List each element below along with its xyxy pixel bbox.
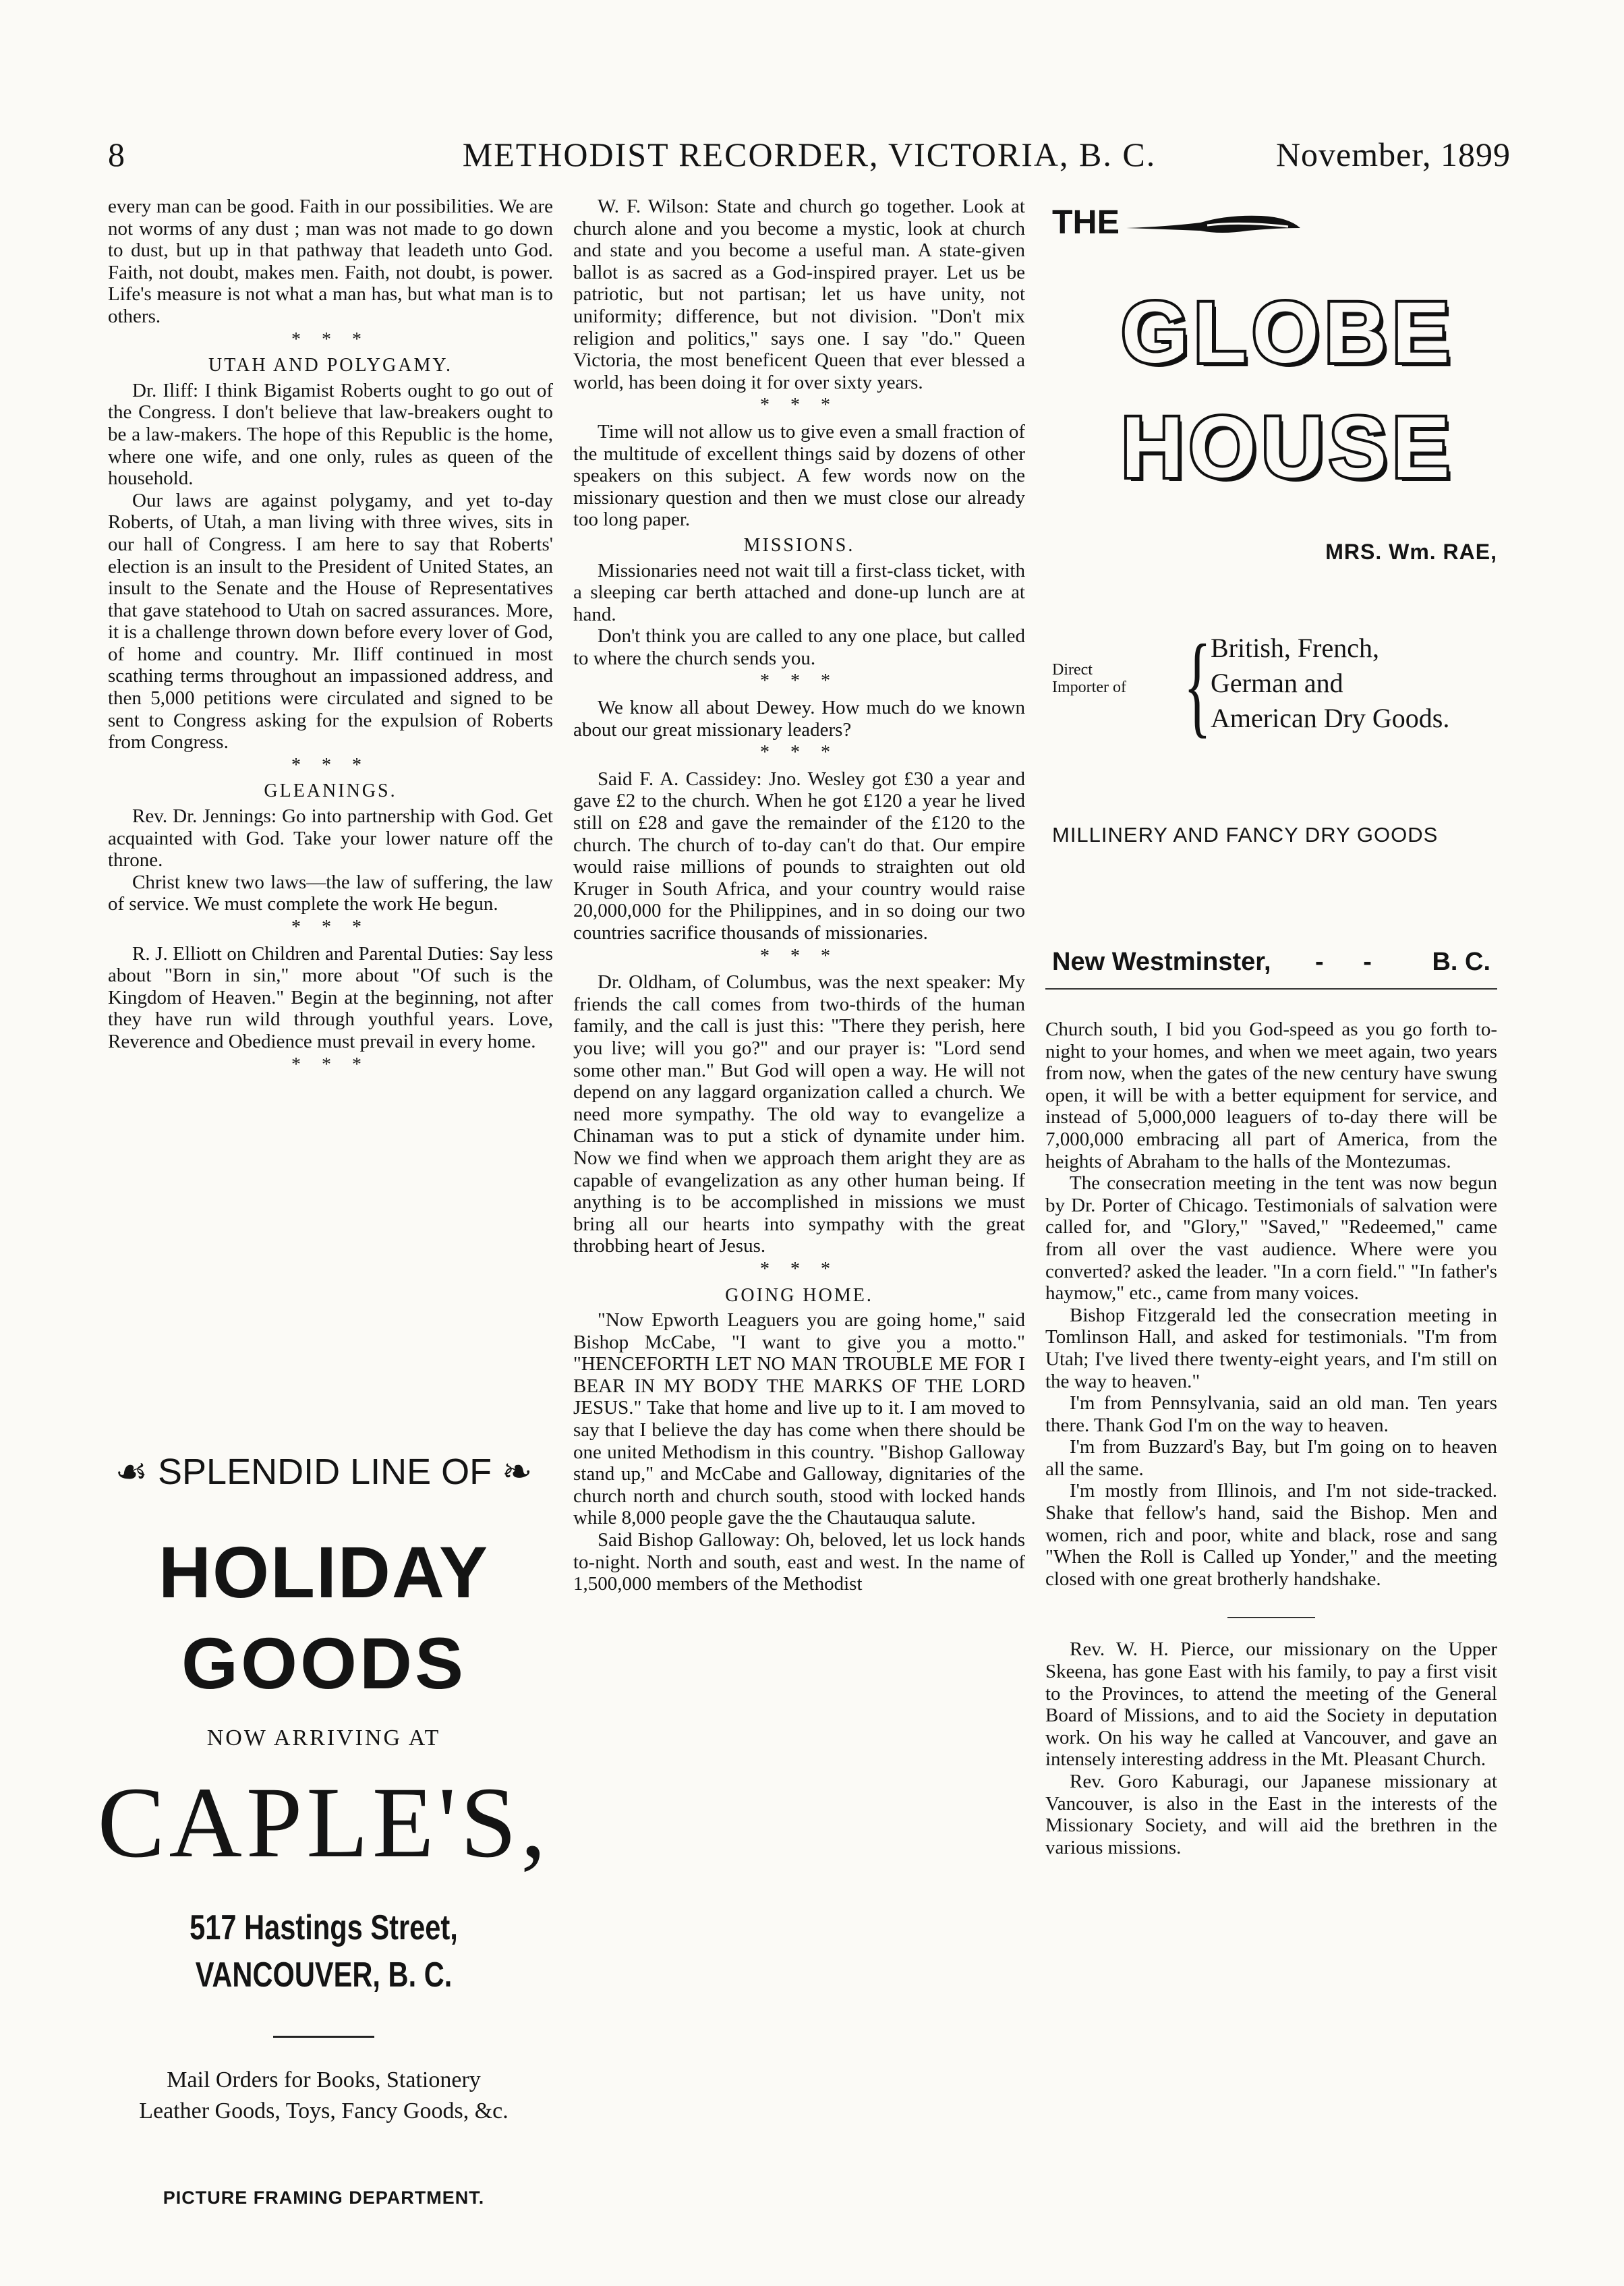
section-divider: * * * [760,742,838,764]
column-2 [573,196,1025,2260]
section-divider: * * * [291,1054,370,1075]
paragraph: Church south, I bid you God-speed as you go forth to-night to your homes, and when we meet again, two years from now, when the gates of the new century have swung open, it will be with a better equipment for service, and instead of 5,000,000 leaguers of to-day there will be 7,000,000 embracing all part of America, from the heights of Abraham to the halls of the Montezumas. [1045,1019,1497,1172]
paragraph: Dr. Iliff: I think Bigamist Roberts ought to go out of the Congress. I don't believe that law-breakers ought to be a law-makers. The hope of this Republic is the home, where one wife, and one only, rules as queen of the household. [108,379,553,490]
ad-street-address: 517 Hastings Street, [190,1908,458,1947]
ad-holiday-heading: HOLIDAY [158,1531,490,1613]
ad-direct-importer [1052,661,1126,696]
section-divider: * * * [291,328,370,350]
paragraph: I'm mostly from Illinois, and I'm not side-tracked. Shake that fellow's hand, said the Bishop. Men and women, rich and poor, white and black, rose and sang "When the Roll is Called up Yonder," and the meeting closed with one great brotherly handshake. [1045,1480,1497,1590]
ad-house-word: HOUSE [1121,399,1455,496]
brace-ornament: { [1184,621,1211,748]
ad-province: B. C. [1432,948,1490,976]
paragraph: Dr. Oldham, of Columbus, was the next speaker: My friends the call comes from two-thirds of the human family, and the call is just this: "There they perish, here you live; will you go?" and our prayer is: "Lord send some other man." But God will open a way. He will not depend on any laggard organization called a church. We need more sympathy. The old way to evangelize a Chinaman was to put a stick of dynamite under him. Now we find when we approach them aright they are as capable of evangelization as any other human being. If anything is to be accomplished in missions we must bring all our hearts into sympathy with the great throbbing heart of Jesus. [573,971,1025,1257]
ad-proprietor: MRS. Wm. RAE, [1325,540,1497,564]
page-header [108,135,1511,182]
page-number: 8 [108,136,125,173]
ad-goods-line-2: German and [1211,668,1343,698]
paragraph: W. F. Wilson: State and church go together. Look at church alone and you become a mystic, look at church and state and you become a useful man. A state-given ballot is as sacred as a God-inspired prayer. Let us be patriotic, but not partisan; let us have unity, not uniformity; difference, but not division. "Don't mix religion and politics," says one. I say "do." Queen Victoria, the most beneficent Queen that ever blessed a world, has been doing it for over sixty years. [573,196,1025,393]
paragraph: Don't think you are called to any one place, but called to where the church sends you. [573,625,1025,669]
ad-mail-orders-line-1: Mail Orders for Books, Stationery [167,2067,481,2092]
ad-splendid-line: ☙ SPLENDID LINE OF ❧ [115,1452,533,1492]
paragraph: Bishop Fitzgerald led the consecration meeting in Tomlinson Hall, and asked for testimonials. "I'm from Utah; I've lived there twenty-eight years, and I'm still on the way to heaven." [1045,1304,1497,1392]
paragraph: We know all about Dewey. How much do we known about our great missionary leaders? [573,697,1025,741]
ad-dashes: - - [1315,948,1388,976]
paragraph: R. J. Elliott on Children and Parental Duties: Say less about "Born in sin," more about "Of such is the Kingdom of Heaven." Begin at the beginning, not after they have run wild through youthful years. Love, Reverence and Obedience must prevail in every home. [108,942,553,1052]
section-divider: * * * [291,917,370,938]
newspaper-title: METHODIST RECORDER, VICTORIA, B. C. [462,136,1157,173]
paragraph: I'm from Pennsylvania, said an old man. Ten years there. Thank God I'm on the way to heaven. [1045,1392,1497,1436]
caples-advertisement [81,1430,567,2253]
section-heading-gleanings: GLEANINGS. [264,780,397,802]
paragraph: Rev. Dr. Jennings: Go into partnership with God. Get acquainted with God. Take your lower nature off the throne. [108,805,553,871]
section-divider: * * * [760,395,838,416]
section-heading-missions: MISSIONS. [743,534,855,556]
ad-direct-line-2: Importer of [1052,679,1126,696]
section-divider: * * * [760,670,838,692]
ad-globe-word: GLOBE [1121,285,1455,381]
ad-divider [273,2036,374,2038]
quill-ornament-icon [1126,208,1302,248]
ad-goods-line-3: American Dry Goods. [1211,703,1450,733]
ad-goods-heading: GOODS [181,1622,467,1704]
section-divider: * * * [760,945,838,967]
ad-mail-orders-line-2: Leather Goods, Toys, Fancy Goods, &c. [139,2098,509,2123]
section-heading-going-home: GOING HOME. [725,1284,873,1306]
ad-picture-framing: PICTURE FRAMING DEPARTMENT. [163,2188,485,2208]
section-heading-utah: UTAH AND POLYGAMY. [208,355,453,376]
column-divider [1227,1617,1315,1618]
ad-the: THE [1052,203,1120,241]
paragraph: Time will not allow us to give even a small fraction of the multitude of excellent things said by dozens of other speakers on this subject. A few words now on the missionary question and then we must close our already too long paper. [573,420,1025,531]
paragraph: Rev. W. H. Pierce, our missionary on the Upper Skeena, has gone East with his family, to pay a first visit to the Provinces, to attend the meeting of the General Board of Missions, and to aid the Society in deputation work. On his way he called at Vancouver, and gave an intensely interesting address in the Mt. Pleasant Church. [1045,1638,1497,1771]
ad-goods-line-1: British, French, [1211,633,1379,663]
ad-arriving-text: NOW ARRIVING AT [206,1725,441,1750]
globe-house-advertisement [1045,196,1497,985]
paragraph: The consecration meeting in the tent was now begun by Dr. Porter of Chicago. Testimonials of salvation were called for, and "Glory," "Saved," "Redeemed," came from all over the vast audience. Where were you converted? asked the leader. "In a corn field." "In father's haymow," etc., came from many voices. [1045,1172,1497,1305]
ad-direct-line-1: Direct [1052,661,1093,679]
paragraph: Said Bishop Galloway: Oh, beloved, let us lock hands to-night. North and south, east and west. In the name of 1,500,000 members of the Methodist [573,1529,1025,1595]
paragraph: "Now Epworth Leaguers you are going home," said Bishop McCabe, "I want to give you a motto." "HENCEFORTH LET NO MAN TROUBLE ME FOR I BEAR IN MY BODY THE MARKS OF THE LORD JESUS." Take that home and live up to it. I am moved to say that I believe the day has come when there should be one united Methodism in this country. "Bishop Galloway stand up," and McCabe and Galloway, dignitaries of the church north and church south, stood with locked hands while 8,000 people gave the the Chautauqua salute. [573,1309,1025,1529]
section-divider: * * * [760,1258,838,1280]
ad-millinery: MILLINERY AND FANCY DRY GOODS [1052,823,1439,847]
paragraph: Our laws are against polygamy, and yet to-day Roberts, of Utah, a man living with three wives, sits in our hall of Congress. I am here to say that Roberts' election is an insult to the President of United States, an insult to the Senate and the House of Representatives that gave statehood to Utah on sacred assurances. More, it is a challenge thrown down before every lover of God, of home and country. Mr. Iliff continued in most scathing terms throughout an impassioned address, and then 5,000 petitions were circulated and signed to be sent to Congress asking for the expulsion of Roberts from Congress. [108,489,553,753]
paragraph: Said F. A. Cassidey: Jno. Wesley got £30 a year and gave £2 to the church. When he got £120 a year he lived still on £28 and gave the remainder of the £120 to the church. The church of to-day can't do that. Our empire would raise millions of pounds to straighten out old Kruger in South Africa, and your country would raise 20,000,000 for the Philippines, and in so doing our two countries sacrifice thousands of missionaries. [573,768,1025,944]
column-3 [1045,1019,1497,2260]
ad-location [1052,948,1490,977]
ad-city-name: New Westminster, [1052,948,1271,976]
paragraph: Rev. Goro Kaburagi, our Japanese missionary at Vancouver, is also in the East in the interests of the Missionary Society, and will aid the brethren in the various missions. [1045,1771,1497,1858]
paragraph: every man can be good. Faith in our possibilities. We are not worms of any dust ; man was not made to go down to dust, but up in that pathway that leadeth unto God. Faith, not doubt, makes men. Faith, not doubt, is power. Life's measure is not what a man has, but what man is to others. [108,196,553,327]
ad-bottom-rule [1045,988,1497,990]
paragraph: Christ knew two laws—the law of suffering, the law of service. We must complete the work He begun. [108,871,553,915]
issue-date: November, 1899 [1275,136,1511,173]
paragraph: I'm from Buzzard's Bay, but I'm going on to heaven all the same. [1045,1436,1497,1480]
paragraph: Missionaries need not wait till a first-class ticket, with a sleeping car berth attached and done-up lunch are at hand. [573,559,1025,625]
ad-goods-list [1211,631,1449,736]
ad-store-name: CAPLE'S, [97,1767,550,1879]
ad-city: VANCOUVER, B. C. [195,1955,453,1995]
section-divider: * * * [291,754,370,776]
column-1 [108,196,553,1342]
